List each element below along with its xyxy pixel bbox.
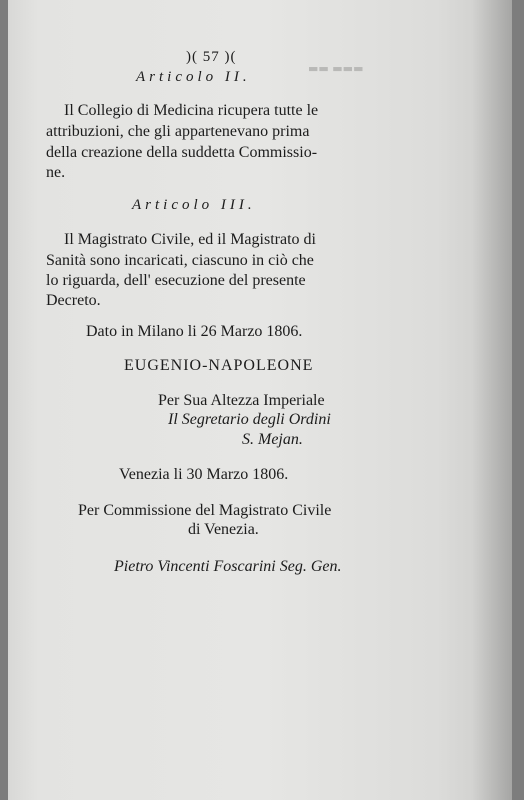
article-3-line-1: Il Magistrato Civile, ed il Magistrato di (64, 231, 316, 248)
segretario-line: Il Segretario degli Ordini (168, 411, 331, 428)
per-sua-altezza: Per Sua Altezza Imperiale (158, 392, 325, 409)
article-2-line-4: ne. (46, 164, 66, 181)
article-3-heading: Articolo III. (132, 197, 256, 213)
page-edge-shadow (472, 0, 512, 800)
article-2-heading: Articolo II. (136, 69, 251, 85)
foscarini-signature: Pietro Vincenti Foscarini Seg. Gen. (114, 558, 342, 575)
article-2-line-2: attribuzioni, che gli appartenevano prima (46, 123, 310, 140)
article-3-line-3: lo riguarda, dell' esecuzione del presente (46, 272, 306, 289)
article-3-line-4: Decreto. (46, 292, 101, 309)
document-page (8, 0, 512, 800)
article-2-line-1: Il Collegio di Medicina ricupera tutte le (64, 102, 319, 119)
signature-eugenio-napoleone: EUGENIO-NAPOLEONE (124, 357, 314, 374)
article-3-line-2: Sanità sono incaricati, ciascuno in ciò che (46, 252, 314, 269)
show-through-texture: ▬▬ ▬▬▬ (308, 62, 364, 75)
commission-line-2: di Venezia. (188, 521, 259, 538)
dated-milan: Dato in Milano li 26 Marzo 1806. (86, 323, 303, 340)
article-2-line-3: della creazione della suddetta Commissio- (46, 144, 318, 161)
dated-venice: Venezia li 30 Marzo 1806. (119, 466, 289, 483)
commission-line-1: Per Commissione del Magistrato Civile (78, 502, 332, 519)
page-number: )( 57 )( (186, 49, 237, 65)
mejan-signature: S. Mejan. (242, 431, 303, 448)
